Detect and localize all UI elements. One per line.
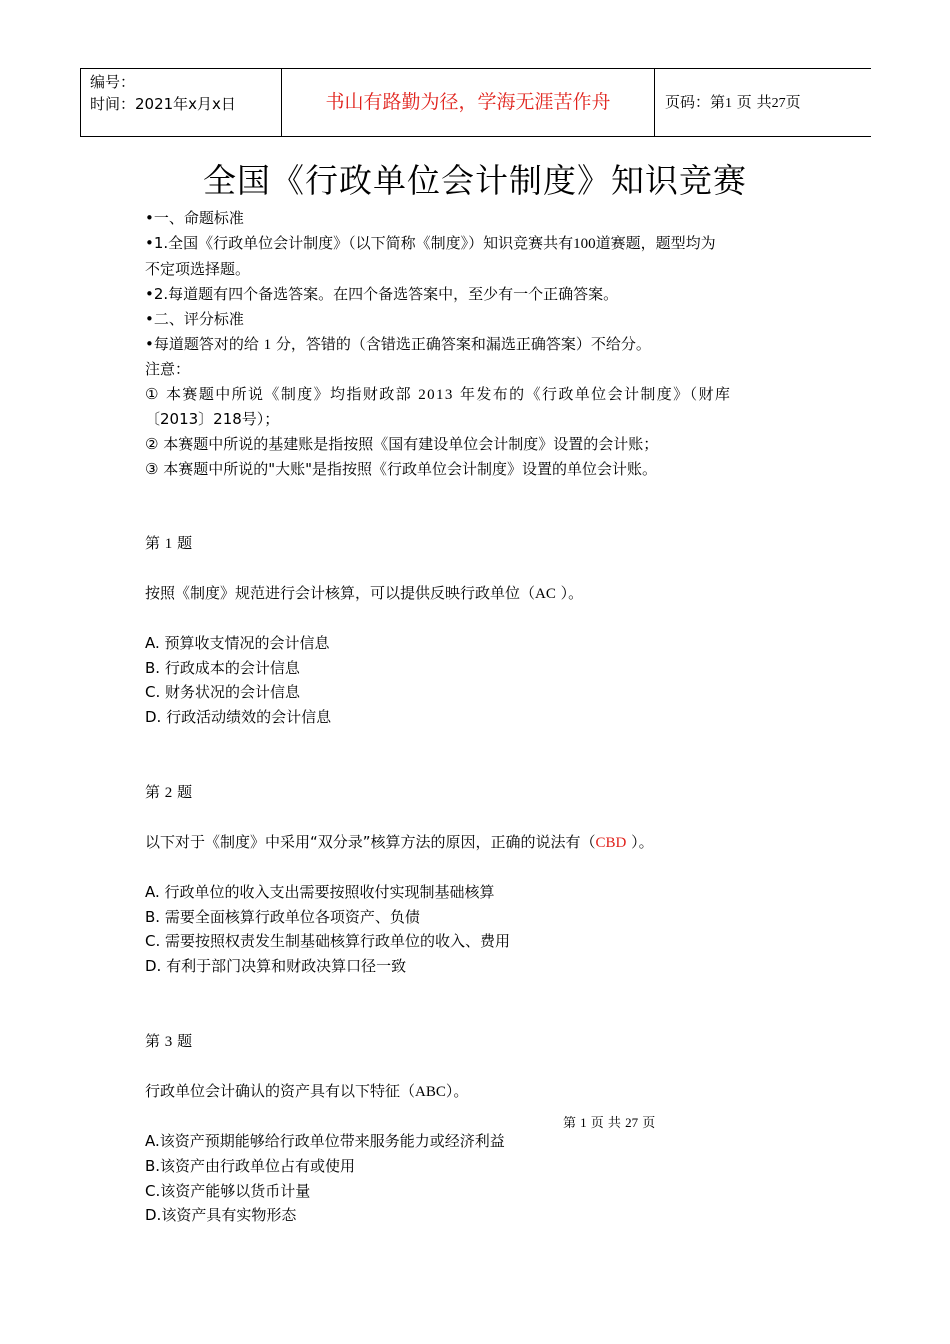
option: A. 预算收支情况的会计信息 [145, 634, 330, 652]
document-title: 全国《行政单位会计制度》知识竞赛 [203, 161, 747, 200]
note-1-text-b: 年发布的《行政单位会计制度》（财库 [459, 385, 732, 403]
page-suffix: 页 [785, 93, 801, 111]
section-heading-2: •二、评分标准 [145, 310, 244, 328]
q1-heading-b: 题 [177, 534, 193, 552]
option: C. 需要按照权责发生制基础核算行政单位的收入、费用 [145, 932, 511, 950]
question-stem [145, 832, 654, 853]
q3-stem-b: ）。 [445, 1082, 469, 1100]
q3-heading-b: 题 [177, 1032, 193, 1050]
q1-stem-a: 按照《制度》规范进行会计核算，可以提供反映行政单位（ [145, 584, 536, 602]
q1-heading-a: 第 [145, 534, 161, 552]
q2-stem-a: 以下对于《制度》中采用“双分录”核算方法的原因，正确的说法有（ [145, 833, 596, 851]
page-total: 27 [771, 96, 786, 111]
note-1-cont: 〔2013〕218号）； [145, 410, 280, 428]
note-3: ③ 本赛题中所说的"大账"是指按照《行政单位会计制度》设置的单位会计账。 [145, 460, 658, 478]
option: D. 行政活动绩效的会计信息 [145, 708, 332, 726]
option: C.该资产能够以货币计量 [145, 1182, 311, 1200]
question-heading [145, 1031, 192, 1052]
q3-number: 3 [164, 1034, 173, 1050]
question-heading [145, 533, 192, 554]
rule-2: •2.每道题有四个备选答案。在四个备选答案中，至少有一个正确答案。 [145, 285, 619, 303]
number-label: 编号： [90, 73, 136, 91]
scoring-text-a: •每道题答对的给 [145, 335, 259, 353]
rule-1 [145, 233, 716, 254]
scoring-text-b: 分，答错的（含错选正确答案和漏选正确答案）不给分。 [275, 335, 651, 353]
q2-heading-b: 题 [177, 783, 193, 801]
footer-b: 页 共 [590, 1116, 621, 1131]
question-stem [145, 1081, 468, 1102]
note-1-text-a: ① 本赛题中所说《制度》均指财政部 [145, 385, 413, 403]
option: A. 行政单位的收入支出需要按照收付实现制基础核算 [145, 883, 495, 901]
q2-heading-a: 第 [145, 783, 161, 801]
q1-number: 1 [164, 536, 173, 552]
page-prefix: 页码：第 [665, 93, 726, 111]
page-indicator [655, 69, 871, 136]
note-2: ② 本赛题中所说的基建账是指按照《国有建设单位会计制度》设置的会计账； [145, 435, 659, 453]
page-number: 1 [725, 96, 733, 111]
section-heading-1: •一、命题标准 [145, 209, 244, 227]
scoring-rule [145, 334, 651, 355]
q3-answer: ABC [415, 1084, 446, 1100]
page-footer [563, 1114, 655, 1133]
q3-stem-a: 行政单位会计确认的资产具有以下特征（ [145, 1082, 416, 1100]
question-heading [145, 782, 192, 803]
note-1 [145, 384, 731, 405]
footer-total: 27 [625, 1115, 639, 1130]
option: D. 有利于部门决算和财政决算口径一致 [145, 957, 407, 975]
time-label: 时间：2021年x月x日 [90, 95, 236, 113]
page-mid: 页 共 [736, 93, 772, 111]
header-table [80, 68, 871, 137]
question-stem [145, 583, 583, 604]
option: A.该资产预期能够给行政单位带来服务能力或经济利益 [145, 1132, 505, 1150]
motto: 书山有路勤为径，学海无涯苦作舟 [282, 69, 655, 136]
q2-number: 2 [164, 785, 173, 801]
q1-answer: AC [535, 586, 556, 602]
option: B. 行政成本的会计信息 [145, 659, 300, 677]
rule-1-text-b: 道赛题，题型均为 [595, 234, 716, 252]
q2-stem-b: ）。 [631, 833, 654, 851]
option: D.该资产具有实物形态 [145, 1206, 297, 1224]
option: B. 需要全面核算行政单位各项资产、负债 [145, 908, 420, 926]
option: B.该资产由行政单位占有或使用 [145, 1157, 356, 1175]
header-meta-cell [81, 69, 282, 136]
footer-c: 页 [642, 1116, 656, 1131]
option: C. 财务状况的会计信息 [145, 683, 301, 701]
footer-a: 第 [563, 1116, 577, 1131]
q3-heading-a: 第 [145, 1032, 161, 1050]
q1-stem-b: ）。 [560, 584, 584, 602]
note-1-year: 2013 [418, 387, 454, 403]
note-label: 注意： [145, 360, 191, 378]
scoring-points: 1 [263, 337, 272, 353]
footer-page: 1 [580, 1115, 587, 1130]
q2-answer: CBD [595, 835, 627, 851]
rule-1-cont: 不定项选择题。 [145, 260, 251, 278]
question-count: 100 [573, 236, 596, 252]
rule-1-text-a: •1.全国《行政单位会计制度》（以下简称《制度》）知识竞赛共有 [145, 234, 574, 252]
